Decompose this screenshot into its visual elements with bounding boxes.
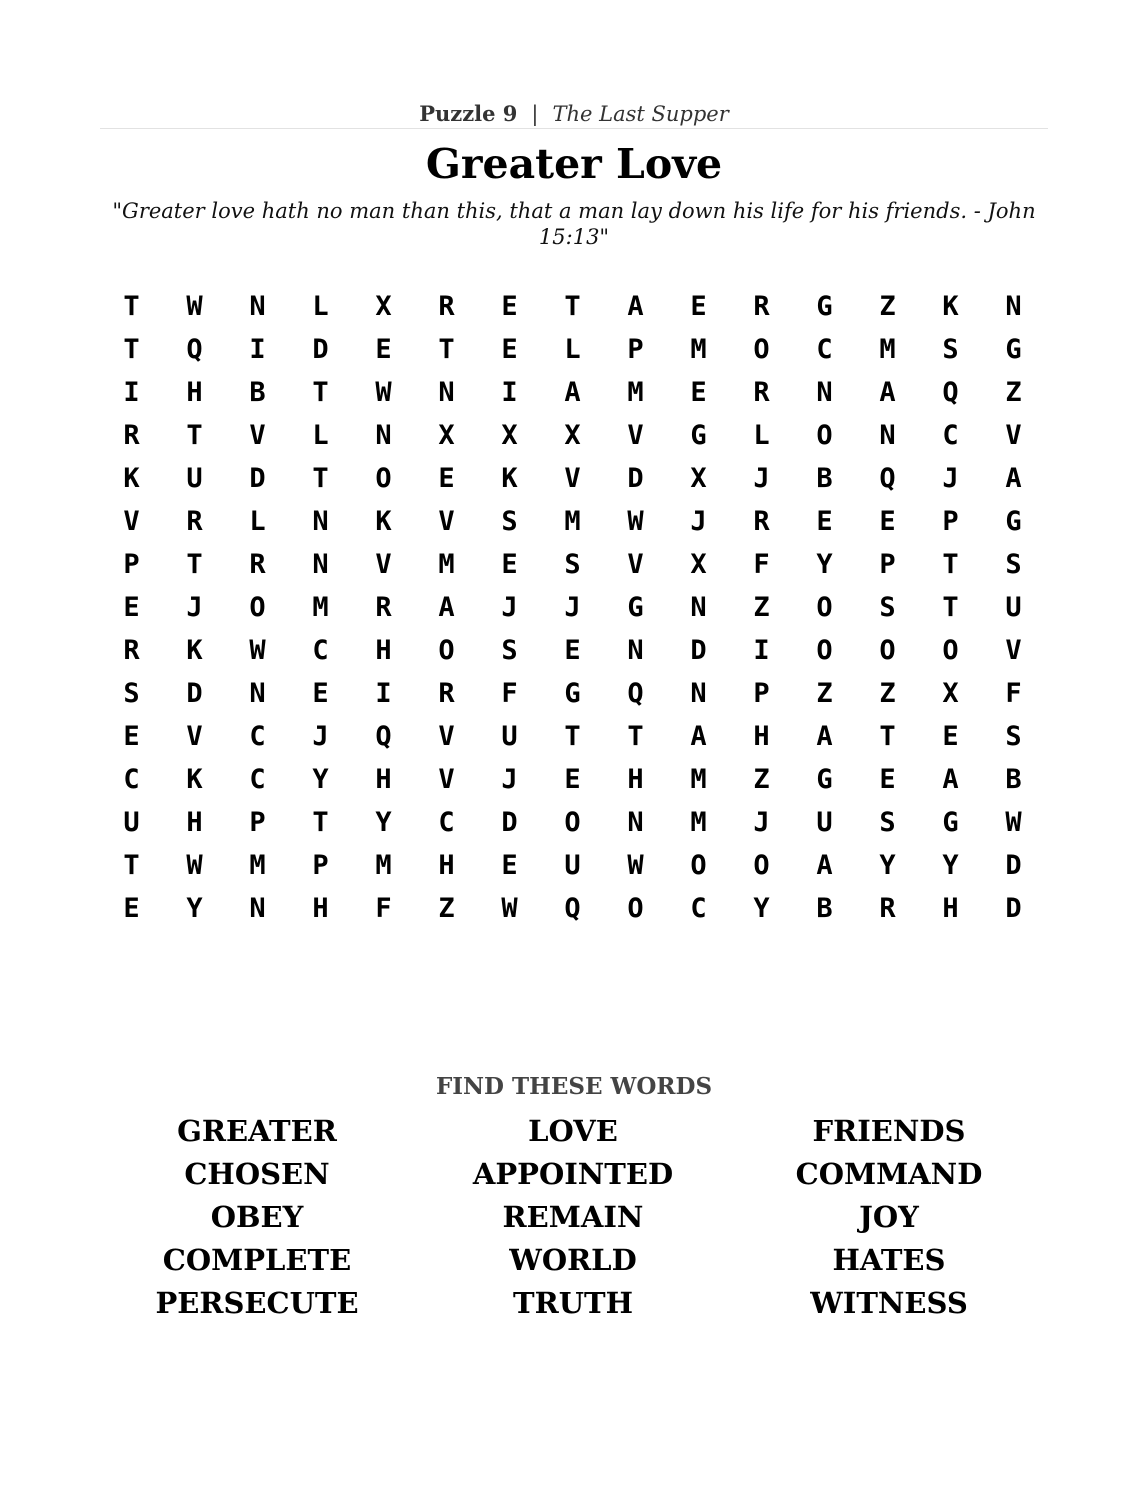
grid-cell: T <box>627 721 644 752</box>
grid-row <box>100 414 1048 457</box>
grid-cell: R <box>753 291 770 322</box>
grid-cell: J <box>753 807 770 838</box>
grid-cell: P <box>627 334 644 365</box>
grid-cell: G <box>942 807 959 838</box>
grid-cell: I <box>123 377 140 408</box>
grid-cell: I <box>375 678 392 709</box>
grid-cell: Q <box>879 463 896 494</box>
word-item: TRUTH <box>513 1286 633 1320</box>
grid-cell: R <box>186 506 203 537</box>
grid-cell: T <box>438 334 455 365</box>
grid-cell: N <box>312 506 329 537</box>
grid-cell: D <box>501 807 518 838</box>
grid-cell: C <box>312 635 329 666</box>
grid-cell: F <box>375 893 392 924</box>
grid-cell: J <box>501 764 518 795</box>
grid-cell: K <box>501 463 518 494</box>
grid-cell: N <box>1005 291 1022 322</box>
grid-cell: R <box>375 592 392 623</box>
grid-cell: Y <box>879 850 896 881</box>
grid-cell: N <box>312 549 329 580</box>
grid-cell: E <box>816 506 833 537</box>
word-item: PERSECUTE <box>155 1286 359 1320</box>
grid-cell: T <box>879 721 896 752</box>
grid-cell: E <box>123 592 140 623</box>
grid-cell: Y <box>816 549 833 580</box>
grid-cell: R <box>123 420 140 451</box>
grid-cell: A <box>879 377 896 408</box>
grid-cell: J <box>186 592 203 623</box>
grid-cell: V <box>438 764 455 795</box>
grid-cell: H <box>186 377 203 408</box>
grid-cell: N <box>249 678 266 709</box>
grid-cell: U <box>501 721 518 752</box>
grid-cell: J <box>690 506 707 537</box>
grid-cell: A <box>942 764 959 795</box>
grid-cell: B <box>816 893 833 924</box>
grid-row <box>100 758 1048 801</box>
grid-cell: J <box>312 721 329 752</box>
grid-cell: Q <box>186 334 203 365</box>
grid-cell: E <box>438 463 455 494</box>
grid-cell: V <box>186 721 203 752</box>
grid-cell: C <box>816 334 833 365</box>
grid-cell: C <box>249 721 266 752</box>
page-title: Greater Love <box>425 140 723 188</box>
word-item: FRIENDS <box>812 1114 966 1148</box>
grid-cell: H <box>753 721 770 752</box>
word-item: COMPLETE <box>162 1243 352 1277</box>
grid-cell: A <box>564 377 581 408</box>
grid-cell: V <box>438 506 455 537</box>
grid-cell: J <box>564 592 581 623</box>
grid-cell: F <box>501 678 518 709</box>
grid-cell: N <box>627 807 644 838</box>
grid-cell: E <box>123 893 140 924</box>
grid-row <box>100 715 1048 758</box>
word-item: CHOSEN <box>184 1157 330 1191</box>
grid-cell: A <box>816 850 833 881</box>
grid-cell: Z <box>753 592 770 623</box>
grid-cell: E <box>879 506 896 537</box>
grid-row <box>100 887 1048 930</box>
grid-cell: Y <box>312 764 329 795</box>
grid-cell: V <box>627 420 644 451</box>
grid-cell: D <box>312 334 329 365</box>
grid-cell: E <box>690 291 707 322</box>
grid-cell: S <box>501 635 518 666</box>
word-item: WORLD <box>509 1243 637 1277</box>
grid-cell: H <box>438 850 455 881</box>
grid-cell: O <box>249 592 266 623</box>
grid-cell: O <box>879 635 896 666</box>
grid-cell: V <box>564 463 581 494</box>
grid-cell: T <box>186 420 203 451</box>
grid-cell: S <box>1005 721 1022 752</box>
grid-cell: S <box>564 549 581 580</box>
grid-cell: F <box>1005 678 1022 709</box>
grid-cell: K <box>375 506 392 537</box>
grid-row <box>100 801 1048 844</box>
grid-cell: O <box>816 635 833 666</box>
grid-cell: X <box>438 420 455 451</box>
grid-cell: O <box>690 850 707 881</box>
grid-cell: T <box>564 291 581 322</box>
grid-row <box>100 457 1048 500</box>
puzzle-header <box>100 100 1048 128</box>
word-list-title: FIND THESE WORDS <box>435 1073 713 1100</box>
grid-cell: M <box>312 592 329 623</box>
grid-cell: T <box>123 850 140 881</box>
grid-cell: N <box>249 291 266 322</box>
grid-row <box>100 543 1048 586</box>
puzzle-number: Puzzle 9 <box>419 101 518 126</box>
grid-cell: D <box>186 678 203 709</box>
grid-cell: F <box>753 549 770 580</box>
grid-cell: E <box>942 721 959 752</box>
grid-cell: H <box>942 893 959 924</box>
grid-cell: N <box>690 678 707 709</box>
scripture-quote: "Greater love hath no man than this, that a man lay down his life for his friends. - John 15:13" <box>112 199 1036 249</box>
grid-cell: M <box>249 850 266 881</box>
grid-cell: I <box>249 334 266 365</box>
grid-cell: N <box>249 893 266 924</box>
grid-row <box>100 285 1048 328</box>
grid-cell: N <box>879 420 896 451</box>
grid-cell: X <box>375 291 392 322</box>
grid-cell: X <box>501 420 518 451</box>
grid-row <box>100 672 1048 715</box>
grid-cell: N <box>438 377 455 408</box>
grid-cell: G <box>1005 334 1022 365</box>
grid-cell: D <box>1005 850 1022 881</box>
grid-cell: H <box>627 764 644 795</box>
grid-cell: E <box>375 334 392 365</box>
grid-row <box>100 500 1048 543</box>
grid-cell: S <box>123 678 140 709</box>
grid-cell: P <box>942 506 959 537</box>
grid-cell: G <box>816 764 833 795</box>
grid-cell: V <box>1005 420 1022 451</box>
grid-cell: T <box>123 291 140 322</box>
word-item: COMMAND <box>795 1157 983 1191</box>
grid-cell: V <box>1005 635 1022 666</box>
grid-cell: H <box>375 764 392 795</box>
grid-cell: M <box>564 506 581 537</box>
grid-cell: E <box>312 678 329 709</box>
grid-cell: P <box>123 549 140 580</box>
grid-cell: V <box>123 506 140 537</box>
grid-cell: U <box>816 807 833 838</box>
grid-cell: N <box>627 635 644 666</box>
grid-cell: R <box>123 635 140 666</box>
grid-cell: R <box>879 893 896 924</box>
grid-cell: Z <box>1005 377 1022 408</box>
grid-cell: D <box>690 635 707 666</box>
grid-cell: L <box>249 506 266 537</box>
grid-cell: Q <box>564 893 581 924</box>
grid-cell: H <box>186 807 203 838</box>
grid-cell: L <box>564 334 581 365</box>
word-item: OBEY <box>210 1200 304 1234</box>
grid-cell: E <box>501 291 518 322</box>
grid-cell: B <box>249 377 266 408</box>
grid-cell: U <box>186 463 203 494</box>
grid-cell: O <box>375 463 392 494</box>
word-item: HATES <box>832 1243 946 1277</box>
grid-cell: S <box>942 334 959 365</box>
letter-grid <box>100 285 1048 930</box>
grid-cell: P <box>312 850 329 881</box>
grid-cell: P <box>879 549 896 580</box>
grid-cell: L <box>312 291 329 322</box>
grid-cell: S <box>879 807 896 838</box>
grid-cell: T <box>312 463 329 494</box>
grid-cell: J <box>501 592 518 623</box>
grid-cell: O <box>753 334 770 365</box>
grid-cell: R <box>249 549 266 580</box>
grid-cell: B <box>816 463 833 494</box>
grid-cell: C <box>690 893 707 924</box>
grid-cell: B <box>1005 764 1022 795</box>
grid-row <box>100 328 1048 371</box>
grid-cell: H <box>312 893 329 924</box>
grid-row <box>100 371 1048 414</box>
grid-cell: E <box>690 377 707 408</box>
grid-cell: G <box>564 678 581 709</box>
grid-cell: C <box>942 420 959 451</box>
grid-cell: N <box>690 592 707 623</box>
grid-cell: M <box>375 850 392 881</box>
grid-cell: I <box>501 377 518 408</box>
grid-cell: Y <box>753 893 770 924</box>
grid-cell: Y <box>186 893 203 924</box>
grid-cell: E <box>564 635 581 666</box>
grid-cell: O <box>564 807 581 838</box>
grid-cell: J <box>753 463 770 494</box>
grid-cell: X <box>690 549 707 580</box>
puzzle-subtitle: The Last Supper <box>552 102 729 126</box>
grid-cell: E <box>564 764 581 795</box>
grid-cell: E <box>501 850 518 881</box>
grid-cell: W <box>501 893 518 924</box>
grid-cell: S <box>879 592 896 623</box>
grid-cell: Q <box>942 377 959 408</box>
grid-cell: A <box>690 721 707 752</box>
grid-cell: Z <box>879 291 896 322</box>
grid-cell: S <box>501 506 518 537</box>
grid-cell: M <box>690 764 707 795</box>
grid-cell: G <box>690 420 707 451</box>
grid-cell: L <box>312 420 329 451</box>
grid-cell: M <box>690 334 707 365</box>
grid-cell: J <box>942 463 959 494</box>
grid-cell: R <box>438 678 455 709</box>
grid-cell: N <box>375 420 392 451</box>
grid-cell: N <box>816 377 833 408</box>
grid-cell: Z <box>438 893 455 924</box>
grid-row <box>100 844 1048 887</box>
grid-cell: W <box>627 850 644 881</box>
grid-cell: V <box>375 549 392 580</box>
word-item: WITNESS <box>810 1286 968 1320</box>
grid-cell: U <box>1005 592 1022 623</box>
grid-cell: G <box>816 291 833 322</box>
grid-cell: W <box>186 291 203 322</box>
grid-cell: O <box>753 850 770 881</box>
grid-cell: L <box>753 420 770 451</box>
grid-cell: E <box>879 764 896 795</box>
grid-cell: A <box>1005 463 1022 494</box>
grid-cell: T <box>942 549 959 580</box>
grid-cell: E <box>501 334 518 365</box>
grid-cell: E <box>501 549 518 580</box>
grid-cell: O <box>438 635 455 666</box>
grid-cell: K <box>942 291 959 322</box>
word-item: APPOINTED <box>472 1157 674 1191</box>
grid-cell: W <box>249 635 266 666</box>
grid-cell: D <box>627 463 644 494</box>
grid-cell: G <box>1005 506 1022 537</box>
grid-cell: X <box>942 678 959 709</box>
word-item: LOVE <box>528 1114 618 1148</box>
grid-cell: S <box>1005 549 1022 580</box>
grid-cell: P <box>249 807 266 838</box>
grid-cell: M <box>879 334 896 365</box>
grid-cell: X <box>564 420 581 451</box>
grid-cell: T <box>312 377 329 408</box>
grid-cell: R <box>438 291 455 322</box>
grid-cell: T <box>123 334 140 365</box>
grid-cell: Q <box>375 721 392 752</box>
grid-cell: V <box>249 420 266 451</box>
grid-cell: A <box>438 592 455 623</box>
grid-cell: D <box>249 463 266 494</box>
grid-cell: C <box>438 807 455 838</box>
grid-row <box>100 586 1048 629</box>
grid-cell: M <box>690 807 707 838</box>
grid-cell: K <box>186 764 203 795</box>
grid-cell: R <box>753 506 770 537</box>
grid-cell: T <box>312 807 329 838</box>
grid-cell: K <box>186 635 203 666</box>
grid-row <box>100 629 1048 672</box>
grid-cell: O <box>816 592 833 623</box>
grid-cell: Q <box>627 678 644 709</box>
grid-cell: W <box>627 506 644 537</box>
grid-cell: U <box>564 850 581 881</box>
grid-cell: K <box>123 463 140 494</box>
grid-cell: P <box>753 678 770 709</box>
grid-cell: W <box>1005 807 1022 838</box>
grid-cell: V <box>627 549 644 580</box>
word-item: GREATER <box>177 1114 337 1148</box>
grid-cell: M <box>627 377 644 408</box>
grid-cell: I <box>753 635 770 666</box>
grid-cell: Z <box>816 678 833 709</box>
word-list <box>100 1110 1048 1325</box>
grid-cell: T <box>186 549 203 580</box>
grid-cell: W <box>186 850 203 881</box>
grid-cell: T <box>942 592 959 623</box>
grid-cell: R <box>753 377 770 408</box>
grid-cell: V <box>438 721 455 752</box>
grid-cell: W <box>375 377 392 408</box>
grid-cell: D <box>1005 893 1022 924</box>
grid-cell: O <box>816 420 833 451</box>
grid-cell: C <box>123 764 140 795</box>
grid-cell: G <box>627 592 644 623</box>
grid-cell: H <box>375 635 392 666</box>
grid-cell: A <box>627 291 644 322</box>
grid-cell: M <box>438 549 455 580</box>
grid-cell: Z <box>753 764 770 795</box>
grid-cell: Y <box>942 850 959 881</box>
grid-cell: C <box>249 764 266 795</box>
grid-cell: A <box>816 721 833 752</box>
grid-cell: X <box>690 463 707 494</box>
header-separator: | <box>531 102 539 126</box>
grid-cell: Z <box>879 678 896 709</box>
word-item: REMAIN <box>502 1200 644 1234</box>
grid-cell: T <box>564 721 581 752</box>
grid-cell: O <box>627 893 644 924</box>
header-divider <box>100 128 1048 129</box>
grid-cell: Y <box>375 807 392 838</box>
grid-cell: E <box>123 721 140 752</box>
grid-cell: U <box>123 807 140 838</box>
word-item: JOY <box>859 1200 919 1234</box>
grid-cell: O <box>942 635 959 666</box>
